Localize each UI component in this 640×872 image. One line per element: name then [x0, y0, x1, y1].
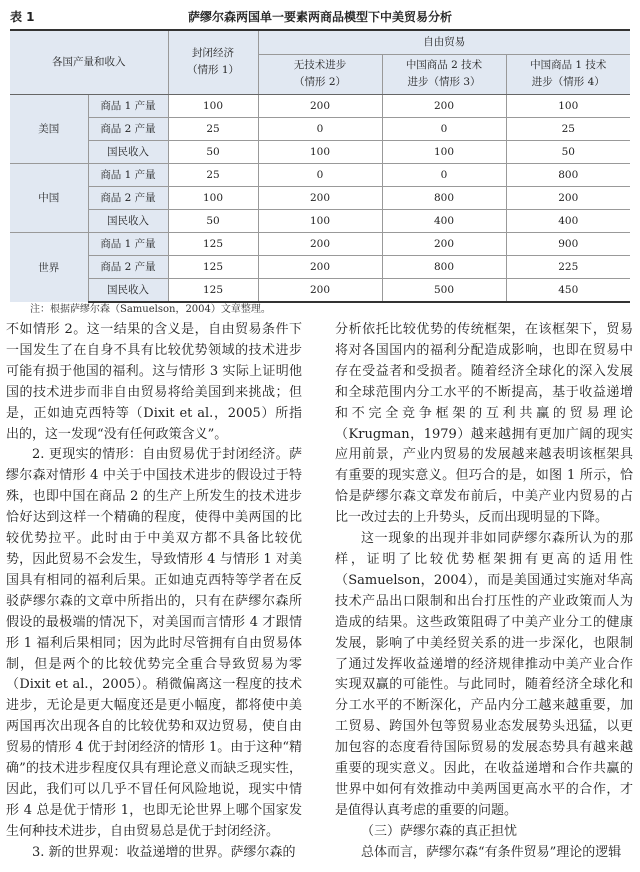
table-row — [10, 94, 630, 117]
body-column-right — [335, 320, 633, 864]
cell-value: 125 — [168, 255, 258, 278]
cell-value: 200 — [382, 94, 506, 117]
col-case4-line2: 进步（情形 4） — [531, 76, 605, 88]
paragraph: 总体而言，萨缪尔森“有条件贸易”理论的逻辑 — [361, 844, 622, 860]
cell-value: 200 — [258, 232, 382, 255]
cell-value: 125 — [168, 278, 258, 302]
cell-value: 400 — [382, 209, 506, 232]
cell-value: 100 — [258, 140, 382, 163]
col-case3-line1: 中国商品 2 技术 — [405, 59, 483, 71]
table-row — [10, 232, 630, 255]
paragraph: 不如情形 2。这一结果的含义是，自由贸易条件下一国发生了在自身不具有比较优势领域的技术进步可能有损于他国的福利。这与情形 3 实际上证明他国的技术进步而非自由贸易将给美国到来挑战；但是，正如迪克西特等（Dixit et al.，2005）所指出的，这一发现“没有任何政策含义”。 — [6, 322, 302, 442]
region-label: 世界 — [10, 232, 88, 302]
col-closed-economy — [168, 30, 258, 94]
cell-value: 800 — [382, 186, 506, 209]
cell-value: 400 — [558, 214, 579, 227]
table-row — [10, 278, 630, 302]
cell-value: 100 — [168, 94, 258, 117]
col-case2-line1: 无技术进步 — [293, 59, 347, 71]
paragraph: 2. 更现实的情形：自由贸易优于封闭经济。萨缪尔森对情形 4 中关于中国技术进步的假设过于特殊，也即中国在商品 2 的生产上所发生的技术进步恰好达到这样一个精确的程度，使得中美两国的比较优势拉平。此时由于中美双方都不具备比较优势，因此贸易不会发生，导致情形 4 与情形 1 对美国具有相同的福利后果。正如迪克西特等学者在反驳萨缪尔森的文章中所指出的，只有在萨缪尔森所假设的最极端的情况下，对美国而言情形 4 才跟情形 1 福利后果相同；因为此时尽管拥有自由贸易体制，但是两个的比较优势完全重合导致贸易为零（Dixit et al.，2005）。稍微偏离这一程度的技术进步，无论是更大幅度还是更小幅度，都将使中美两国再次出现各自的比较优势和双边贸易，使自由贸易的情形 4 优于封闭经济的情形 1。由于这种“精确”的技术进步程度仅具有理论意义而缺乏现实性，因此，我们可以几乎不冒任何风险地说，现实中情形 4 总是优于情形 1，也即无论世界上哪个国家发生何种技术进步，自由贸易总是优于封闭经济。 — [6, 447, 302, 839]
table-number: 表 1 — [10, 10, 35, 24]
item-label: 商品 1 产量 — [88, 163, 168, 186]
item-label: 商品 1 产量 — [88, 232, 168, 255]
table-row — [10, 117, 630, 140]
table-title: 萨缪尔森两国单一要素两商品模型下中美贸易分析 — [187, 10, 452, 24]
cell-value: 25 — [168, 117, 258, 140]
cell-value: 200 — [382, 232, 506, 255]
table-row — [10, 255, 630, 278]
col-closed-line1: 封闭经济 — [192, 47, 234, 60]
trade-analysis-table — [10, 29, 630, 303]
item-label: 商品 1 产量 — [88, 94, 168, 117]
region-label: 中国 — [10, 163, 88, 232]
table-caption — [10, 6, 630, 26]
cell-value: 0 — [258, 117, 382, 140]
region-label: 美国 — [10, 94, 88, 163]
cell-value: 900 — [506, 232, 630, 255]
col-closed-line2: （情形 1） — [186, 64, 240, 77]
cell-value: 0 — [382, 117, 506, 140]
col-case4 — [506, 54, 630, 94]
section-heading: 3. 新的世界观：收益递增的世界。萨缪尔森的 — [32, 844, 296, 860]
subsection-heading: （三）萨缪尔森的真正担忧 — [361, 823, 518, 839]
cell-value: 50 — [168, 140, 258, 163]
table-row — [10, 209, 630, 232]
table-row — [10, 140, 630, 163]
cell-value: 200 — [258, 94, 382, 117]
cell-value: 200 — [258, 186, 382, 209]
cell-value: 200 — [258, 255, 382, 278]
cell-value: 100 — [258, 209, 382, 232]
table-row — [10, 163, 630, 186]
cell-value: 50 — [168, 209, 258, 232]
cell-value: 100 — [382, 140, 506, 163]
item-label: 国民收入 — [88, 140, 168, 163]
row-header: 各国产量和收入 — [10, 30, 168, 94]
cell-value: 500 — [382, 278, 506, 302]
cell-value: 450 — [506, 278, 630, 302]
item-label: 商品 2 产量 — [88, 255, 168, 278]
cell-value: 200 — [258, 278, 382, 302]
item-label: 商品 2 产量 — [88, 117, 168, 140]
table-note: 注：根据萨缪尔森（Samuelson，2004）文章整理。 — [30, 304, 271, 315]
cell-value: 50 — [561, 145, 575, 158]
cell-value: 100 — [168, 186, 258, 209]
cell-value: 225 — [506, 255, 630, 278]
col-case2 — [258, 54, 382, 94]
col-case4-line1: 中国商品 1 技术 — [530, 59, 607, 71]
cell-value: 0 — [258, 163, 382, 186]
table-row — [10, 186, 630, 209]
cell-value: 125 — [168, 232, 258, 255]
col-case2-line2: （情形 2） — [293, 76, 347, 88]
cell-value: 0 — [382, 163, 506, 186]
cell-value: 200 — [506, 186, 630, 209]
paragraph: 这一现象的出现并非如同萨缪尔森所认为的那样，证明了比较优势框架拥有更高的适用性（Samuelson，2004），而是美国通过实施对华高技术产品出口限制和出台打压性的产业政策而人为造成的结果。这些政策阻碍了中美产业分工的健康发展，影响了中美经贸关系的进一步深化，也限制了通过发挥收益递增的经济规律推动中美产业合作实现双赢的可能性。与此同时，随着经济全球化和分工水平的不断深化，产品内分工越来越重要，加工贸易、跨国外包等贸易业态发展势头迅猛，以更加包容的态度看待国际贸易的发展态势具有越来越重要的现实意义。因此，在收益递增和合作共赢的世界中如何有效推动中美两国更高水平的合作，才是值得认真考虑的重要的问题。 — [335, 531, 633, 818]
item-label: 商品 2 产量 — [88, 186, 168, 209]
cell-value: 25 — [168, 163, 258, 186]
col-case3-line2: 进步（情形 3） — [407, 76, 481, 88]
cell-value: 800 — [506, 163, 630, 186]
body-column-left — [6, 320, 302, 864]
item-label: 国民收入 — [88, 209, 168, 232]
cell-value: 100 — [506, 94, 630, 117]
cell-value: 25 — [506, 117, 630, 140]
col-case3 — [382, 54, 506, 94]
paragraph: 分析依托比较优势的传统框架，在该框架下，贸易将对各国国内的福利分配造成影响，也即在贸易中存在受益者和受损者。随着经济全球化的深入发展和全球范围内分工水平的不断提高，基于收益递增和不完全竞争框架的互利共赢的贸易理论（Krugman，1979）越来越拥有更加广阔的现实应用前景，产业内贸易的发展越来越表明该框架具有重要的现实意义。但巧合的是，如图 1 所示，恰恰是萨缪尔森文章发布前后，中美产业内贸易的占比一改过去的上升势头，反而出现明显的下降。 — [335, 322, 633, 526]
col-free-trade: 自由贸易 — [258, 30, 630, 54]
cell-value: 800 — [382, 255, 506, 278]
item-label: 国民收入 — [88, 278, 168, 302]
